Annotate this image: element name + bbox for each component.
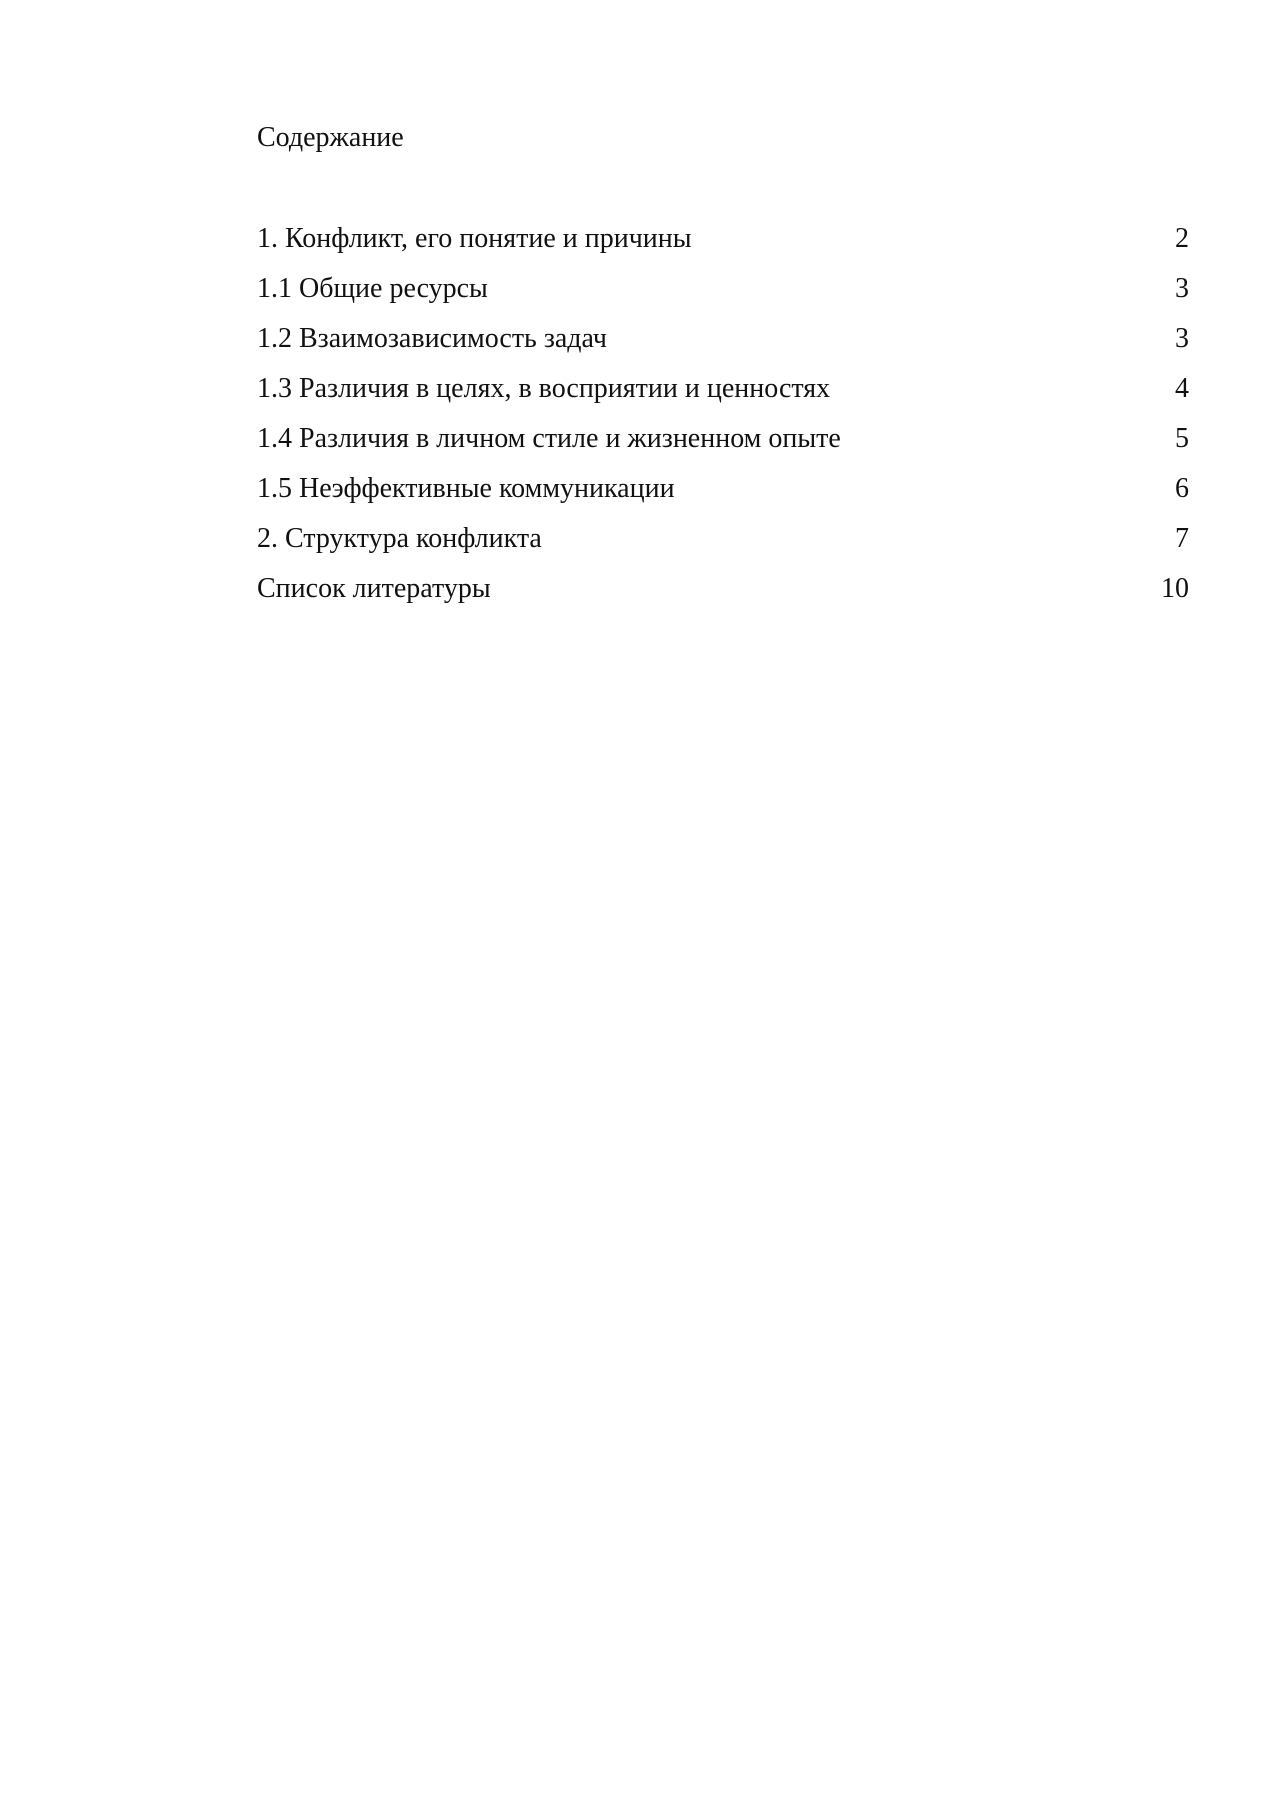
toc-entry-label: 1. Конфликт, его понятие и причины [257,223,692,254]
toc-entry [257,219,1189,269]
toc-title: Содержание [257,122,404,153]
toc-entry [257,419,1189,469]
toc-entry-label: 1.1 Общие ресурсы [257,273,488,304]
toc-entry-label: 1.2 Взаимозависимость задач [257,323,607,354]
table-of-contents [257,219,1189,619]
toc-entry [257,519,1189,569]
toc-entry-page-number: 3 [1175,323,1189,354]
toc-entry-page-number: 3 [1175,273,1189,304]
toc-entry-label: 1.4 Различия в личном стиле и жизненном опыте [257,423,841,454]
toc-entry-page-number: 4 [1175,373,1189,404]
toc-entry-label: Список литературы [257,573,491,604]
toc-entry-page-number: 10 [1161,573,1189,604]
toc-entry-page-number: 2 [1175,223,1189,254]
toc-entry [257,269,1189,319]
toc-entry [257,469,1189,519]
toc-entry-label: 1.5 Неэффективные коммуникации [257,473,675,504]
toc-entry-label: 1.3 Различия в целях, в восприятии и ценностях [257,373,831,404]
toc-entry [257,569,1189,619]
toc-entry-page-number: 5 [1175,423,1189,454]
toc-entry-page-number: 7 [1175,523,1189,554]
toc-entry [257,319,1189,369]
toc-entry-page-number: 6 [1175,473,1189,504]
toc-entry-label: 2. Структура конфликта [257,523,542,554]
toc-entry [257,369,1189,419]
